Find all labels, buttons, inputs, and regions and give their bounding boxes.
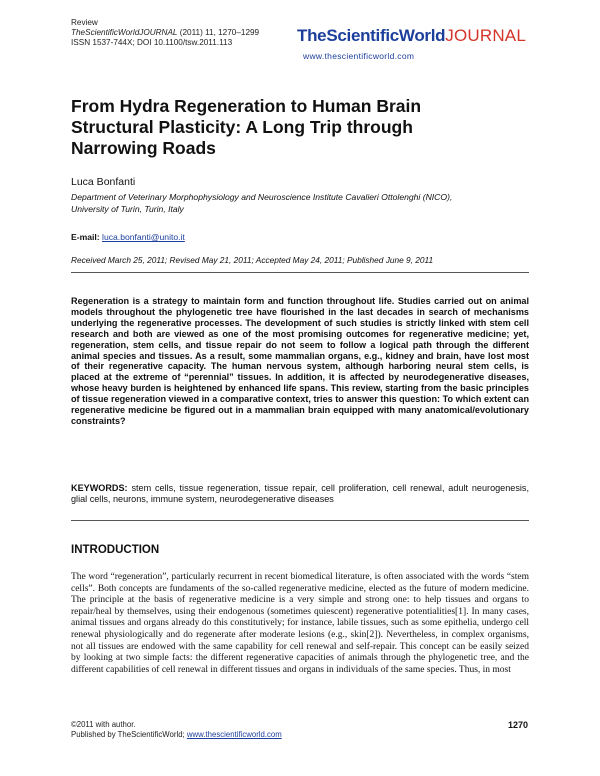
- published-by: Published by TheScientificWorld;: [71, 730, 185, 739]
- divider-top: [71, 272, 529, 273]
- citation: (2011) 11, 1270–1299: [179, 28, 260, 37]
- issn-doi: ISSN 1537-744X; DOI 10.1100/tsw.2011.113: [71, 38, 233, 47]
- journal-citation: [71, 28, 259, 38]
- keywords-label: KEYWORDS:: [71, 483, 128, 493]
- article-title: From Hydra Regeneration to Human Brain Structural Plasticity: A Long Trip through Narrowing Roads: [71, 96, 422, 158]
- publication-dates: Received March 25, 2011; Revised May 21, 2011; Accepted May 24, 2011; Published June 9, 2011: [71, 255, 434, 265]
- page-number: 1270: [508, 720, 529, 730]
- email-link[interactable]: luca.bonfanti@unito.it: [102, 232, 185, 242]
- article-header: [71, 18, 259, 48]
- keywords: [71, 483, 529, 505]
- author-name: Luca Bonfanti: [71, 176, 136, 188]
- divider-bottom: [71, 520, 529, 521]
- keywords-text: stem cells, tissue regeneration, tissue repair, cell proliferation, cell renewal, adult neurogenesis, glial cells, neurons, immune system, neurodegenerative diseases: [71, 483, 529, 504]
- logo-part1: TheScientificWorld: [297, 26, 446, 45]
- abstract: Regeneration is a strategy to maintain form and function throughout life. Studies carried out on animal models throughout the phylogenetic tree have flourished in the last decades in search of mechanisms underlying the regenerative processes. The development of such studies is strictly linked with stem cell research and both are viewed as one of the most promising outcomes for regenerative medicine; yet, regeneration, stem cells, and tissue repair do not seem to follow a logical path through the different animal species and tissues. As a result, some mammalian organs, e.g., kidney and brain, have lost most of their regenerative capacity. The human nervous system, although harboring neural stem cells, is placed at the extreme of “perennial” tissues. In addition, it is affected by neurodegenerative diseases, whose heavy burden is heightened by enhanced life spans. This review, starting from the basic principles of tissue regeneration viewed in a comparative context, tries to answer this question: To which extent can regenerative medicine be figured out in a mammalian brain equipped with many anatomical/evolutionary constraints?: [71, 296, 529, 426]
- email-line: [71, 232, 185, 242]
- section-heading: INTRODUCTION: [71, 544, 160, 556]
- journal-logo: [297, 26, 526, 46]
- publisher-line: [71, 730, 282, 740]
- journal-name: TheScientificWorldJOURNAL: [71, 28, 178, 37]
- footer: [71, 720, 282, 740]
- intro-paragraph: The word “regeneration”, particularly recurrent in recent biomedical literature, is often associated with the words “stem cells”. Both concepts are fundaments of the so-called regenerative medicine, elected as the future of modern medicine. The principle at the basis of regenerative medicine is a very simple and strong one: to help tissues and organs to repair/heal by themselves, using their endogenous (sometimes quiescent) regenerative potentialities[1]. In many cases, animal tissues and organs already do this constitutively; for instance, labile tissues, such as some epithelia, undergo cell renewal physiologically and do regenerate after moderate lesions (e.g., skin[2]). Nevertheless, in complex organisms, not all tissues are endowed with the same capability for cell renewal and self-repair. This concept can be easily seized by looking at two simple facts: the different regenerative capacities of animals through the phylogenetic tree, and the different capabilities of cell renewal in different tissues and organs in individuals of the same species. Thus, in most: [71, 572, 529, 675]
- footer-link[interactable]: www.thescientificworld.com: [186, 730, 282, 739]
- logo-website[interactable]: www.thescientificworld.com: [303, 51, 415, 61]
- author-affiliation: Department of Veterinary Morphophysiology and Neuroscience Institute Cavalieri Ottolenghi (NICO), University of Turin, Turin, Italy: [71, 192, 453, 214]
- logo-part2: JOURNAL: [445, 26, 526, 45]
- copyright: ©2011 with author.: [71, 720, 136, 729]
- email-label: E-mail:: [71, 232, 100, 242]
- article-type: Review: [71, 18, 98, 27]
